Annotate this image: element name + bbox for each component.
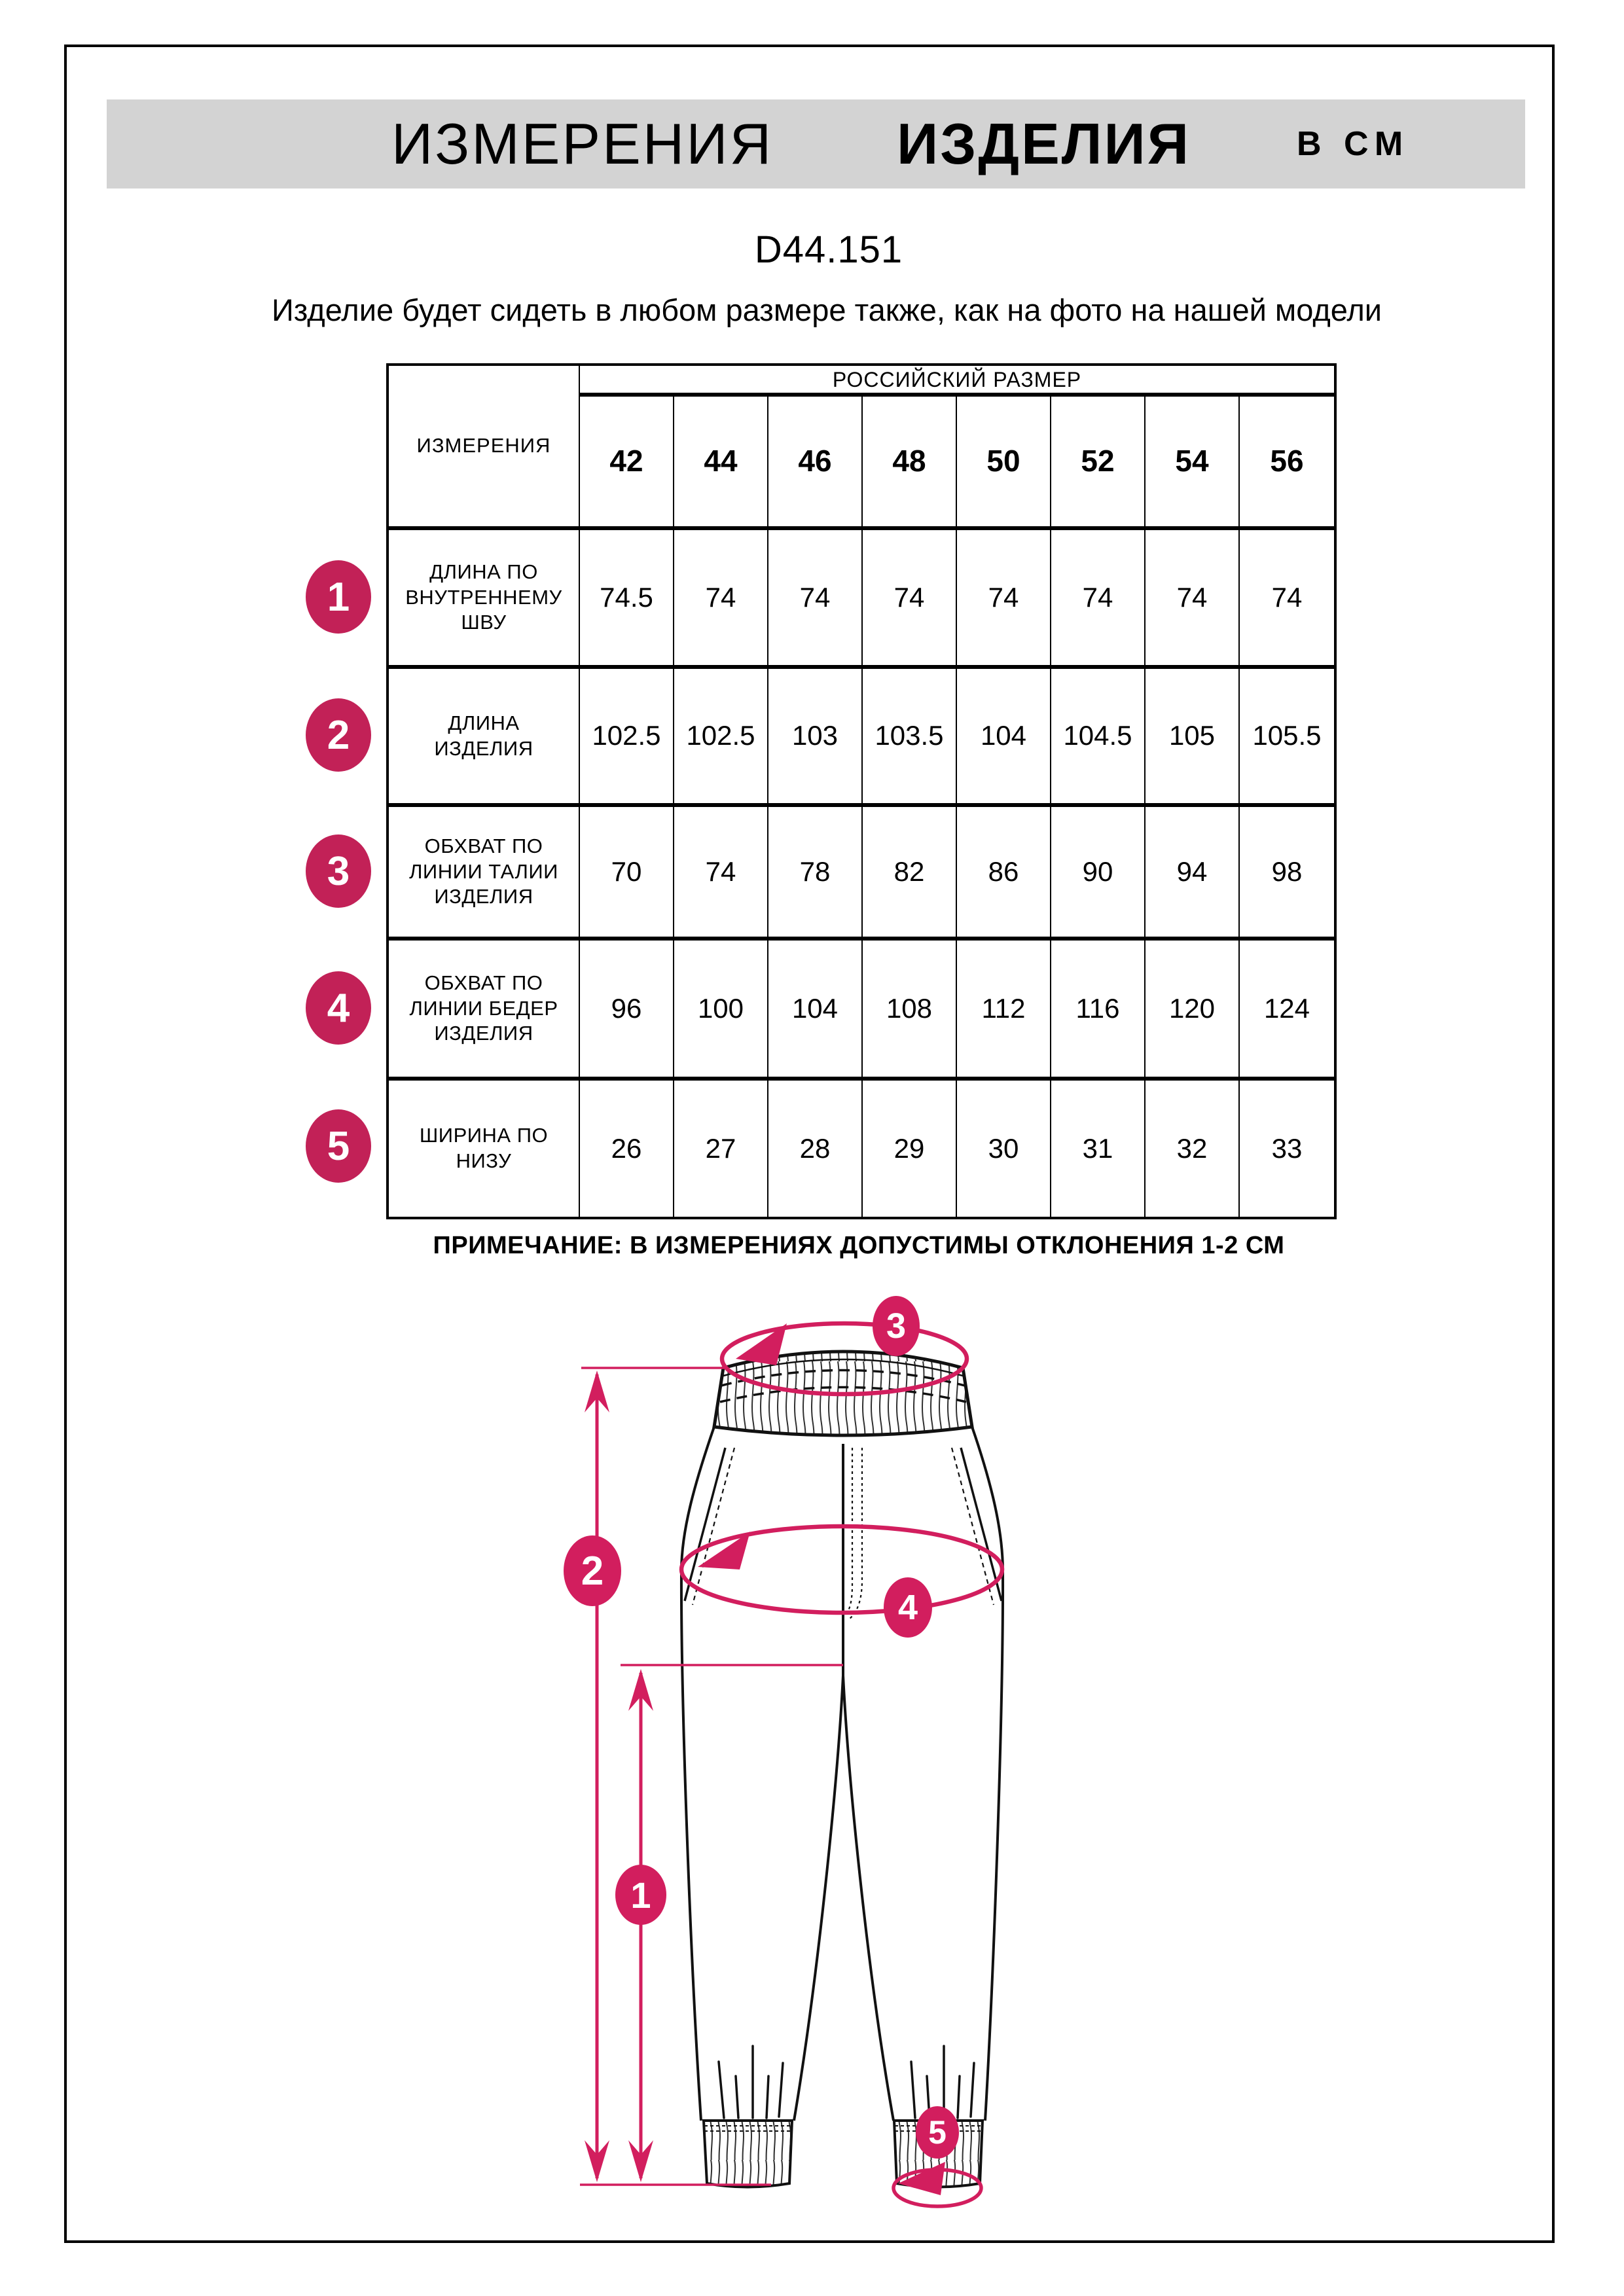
table-cell: 112 — [957, 941, 1051, 1081]
table-cell: 103 — [768, 669, 863, 807]
table-cell: 31 — [1051, 1081, 1146, 1217]
measure-badge-3-icon: 3 — [306, 834, 371, 908]
left-cuff — [704, 2121, 792, 2187]
table-cell: 102.5 — [674, 669, 768, 807]
table-cell: 108 — [863, 941, 957, 1081]
size-col-48: 48 — [863, 397, 957, 530]
table-cell: 78 — [768, 807, 863, 941]
model-code: D44.151 — [754, 228, 903, 271]
table-cell: 74 — [768, 530, 863, 669]
table-cell: 74 — [863, 530, 957, 669]
title-measurements: ИЗМЕРЕНИЯ — [391, 111, 774, 176]
measure-badge-4-icon: 4 — [306, 971, 371, 1045]
table-cell: 105 — [1146, 669, 1240, 807]
row-label-inseam-length: ДЛИНА ПО ВНУТРЕННЕМУ ШВУ — [389, 530, 580, 669]
table-cell: 74 — [957, 530, 1051, 669]
table-cell: 103.5 — [863, 669, 957, 807]
table-cell: 26 — [580, 1081, 674, 1217]
table-cell: 90 — [1051, 807, 1146, 941]
diagram-badge-5-icon: 5 — [916, 2106, 959, 2159]
table-cell: 104.5 — [1051, 669, 1146, 807]
table-header-russian-size: РОССИЙСКИЙ РАЗМЕР — [580, 366, 1334, 397]
row-label-garment-length: ДЛИНА ИЗДЕЛИЯ — [389, 669, 580, 807]
table-cell: 29 — [863, 1081, 957, 1217]
diagram-badge-4-icon: 4 — [884, 1577, 932, 1638]
table-cell: 74 — [674, 530, 768, 669]
table-cell: 33 — [1271, 1132, 1303, 1164]
table-cell: 74 — [674, 807, 768, 941]
table-cell: 30 — [957, 1081, 1051, 1217]
table-cell: 74 — [1051, 530, 1146, 669]
table-cell: 74 — [1240, 530, 1334, 669]
diagram-badge-2-icon: 2 — [564, 1535, 621, 1606]
table-cell: 28 — [768, 1081, 863, 1217]
table-cell: 116 — [1051, 941, 1146, 1081]
fit-note: Изделие будет сидеть в любом размере также, как на фото на нашей модели — [271, 293, 1382, 327]
size-col-42: 42 — [580, 397, 674, 530]
table-cell: 96 — [580, 941, 674, 1081]
table-cell: 82 — [863, 807, 957, 941]
table-cell: 74 — [1146, 530, 1240, 669]
row-label-bottom-width: ШИРИНА ПО НИЗУ — [389, 1081, 580, 1217]
table-cell: 120 — [1146, 941, 1240, 1081]
measure-badge-1-icon: 1 — [306, 560, 371, 634]
table-cell: 124 — [1240, 941, 1334, 1081]
table-cell: 100 — [674, 941, 768, 1081]
table-cell: 74.5 — [580, 530, 674, 669]
table-header-measurements: ИЗМЕРЕНИЯ — [389, 366, 580, 530]
diagram-badge-1-icon: 1 — [615, 1865, 666, 1925]
measure-badge-5-icon: 5 — [306, 1109, 371, 1183]
table-cell: 98 — [1240, 807, 1334, 941]
table-cell: 102.5 — [580, 669, 674, 807]
table-cell: 32 — [1146, 1081, 1240, 1217]
diagram-badge-3-icon: 3 — [873, 1296, 920, 1356]
size-col-56: 56 — [1240, 397, 1334, 530]
table-cell: 104 — [957, 669, 1051, 807]
size-col-52: 52 — [1051, 397, 1146, 530]
table-cell: 86 — [957, 807, 1051, 941]
size-col-50: 50 — [957, 397, 1051, 530]
measure-badge-2-icon: 2 — [306, 698, 371, 772]
table-cell: 94 — [1146, 807, 1240, 941]
size-col-44: 44 — [674, 397, 768, 530]
size-col-46: 46 — [768, 397, 863, 530]
table-cell: 105.5 — [1240, 669, 1334, 807]
tolerance-note: ПРИМЕЧАНИЕ: В ИЗМЕРЕНИЯХ ДОПУСТИМЫ ОТКЛОНЕНИЯ 1-2 СМ — [433, 1232, 1285, 1259]
table-cell: 104 — [768, 941, 863, 1081]
title-units: В СМ — [1297, 125, 1410, 163]
title-product: ИЗДЕЛИЯ — [897, 111, 1191, 176]
table-cell: 27 — [674, 1081, 768, 1217]
size-col-54: 54 — [1146, 397, 1240, 530]
table-cell: 70 — [580, 807, 674, 941]
row-label-waist-girth: ОБХВАТ ПО ЛИНИИ ТАЛИИ ИЗДЕЛИЯ — [389, 807, 580, 941]
row-label-hip-girth: ОБХВАТ ПО ЛИНИИ БЕДЕР ИЗДЕЛИЯ — [389, 941, 580, 1081]
